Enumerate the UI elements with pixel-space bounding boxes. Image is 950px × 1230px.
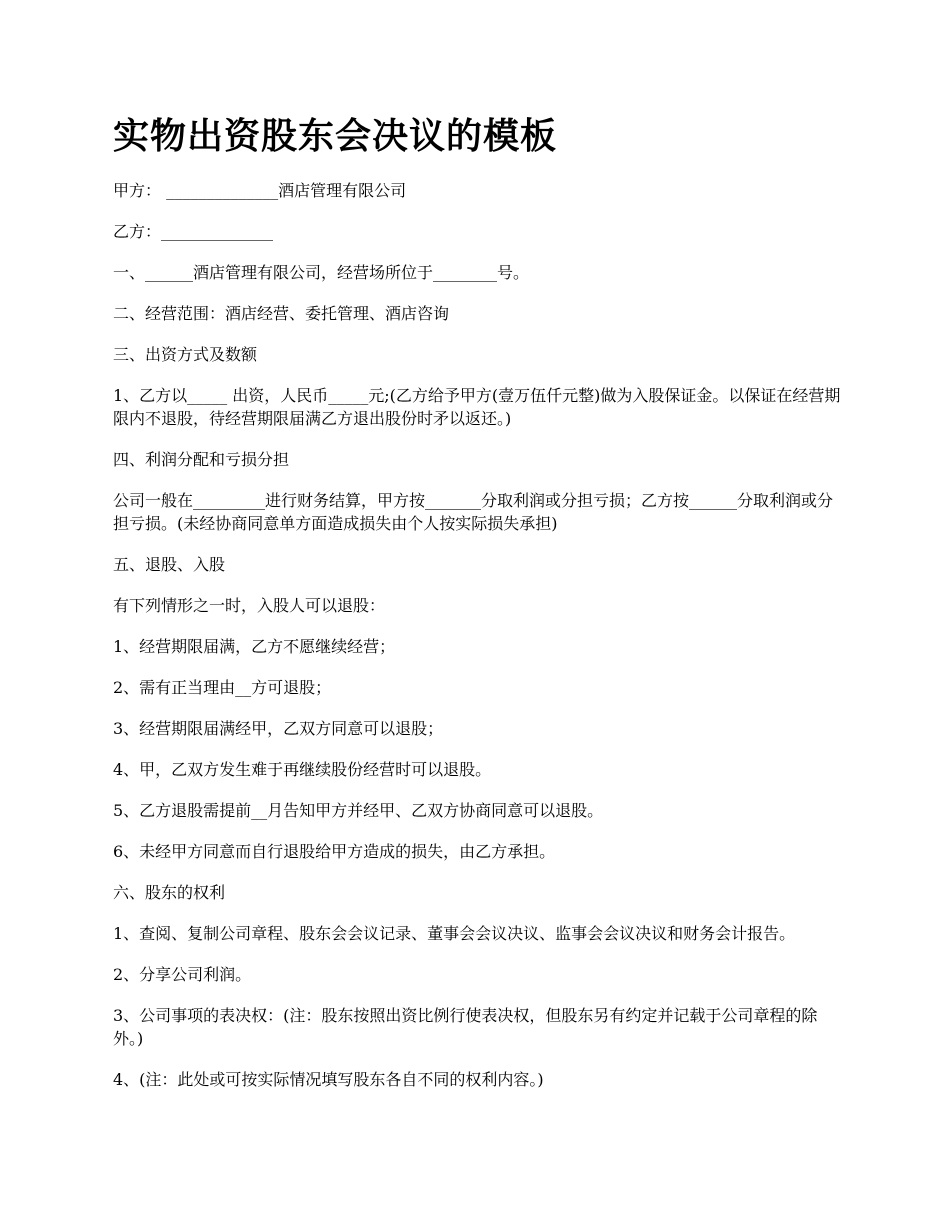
section-5-item-5: 5、乙方退股需提前__月告知甲方并经甲、乙双方协商同意可以退股。 (113, 801, 604, 820)
document-page (113, 112, 843, 1109)
section-6-item-2: 2、分享公司利润。 (113, 965, 252, 984)
section-5-item-2: 2、需有正当理由__方可退股； (113, 678, 332, 697)
section-4-body: 公司一般在_________进行财务结算，甲方按_______分取利润或分担亏损；乙方按______分取利润或分担亏损。(未经协商同意单方面造成损失由个人按实际损失承担) (113, 491, 834, 533)
section-6-heading: 六、股东的权利 (113, 883, 226, 902)
section-5-item-3: 3、经营期限届满经甲，乙双方同意可以退股； (113, 719, 444, 738)
section-5-item-6: 6、未经甲方同意而自行退股给甲方造成的损失，由乙方承担。 (113, 842, 556, 861)
section-1-company: 一、______酒店管理有限公司，经营场所位于________号。 (113, 263, 530, 282)
section-5-heading: 五、退股、入股 (113, 555, 226, 574)
section-3-item-1: 1、乙方以_____ 出资，人民币_____元;(乙方给予甲方(壹万伍仟元整)做为入股保证金。以保证在经营期限内不退股，待经营期限届满乙方退出股份时矛以返还。) (113, 386, 841, 428)
party-b-line: 乙方：______________ (113, 222, 274, 241)
section-5-item-4: 4、甲，乙双方发生难于再继续股份经营时可以退股。 (113, 760, 492, 779)
section-6-item-3: 3、公司事项的表决权：(注：股东按照出资比例行使表决权，但股东另有约定并记载于公司章程的除外。) (113, 1006, 818, 1048)
section-6-item-4: 4、(注：此处或可按实际情况填写股东各自不同的权利内容。) (113, 1070, 544, 1089)
section-3-heading: 三、出资方式及数额 (113, 345, 258, 364)
document-title: 实物出资股东会决议的模板 (113, 116, 558, 157)
section-5-intro: 有下列情形之一时，入股人可以退股： (113, 596, 386, 615)
section-6-item-1: 1、查阅、复制公司章程、股东会会议记录、董事会会议决议、监事会会议决议和财务会计报告。 (113, 924, 796, 943)
section-4-heading: 四、利润分配和亏损分担 (113, 450, 290, 469)
section-2-scope: 二、经营范围：酒店经营、委托管理、酒店咨询 (113, 304, 450, 323)
section-5-item-1: 1、经营期限届满，乙方不愿继续经营； (113, 637, 396, 656)
party-a-line: 甲方： ______________酒店管理有限公司 (113, 181, 407, 200)
